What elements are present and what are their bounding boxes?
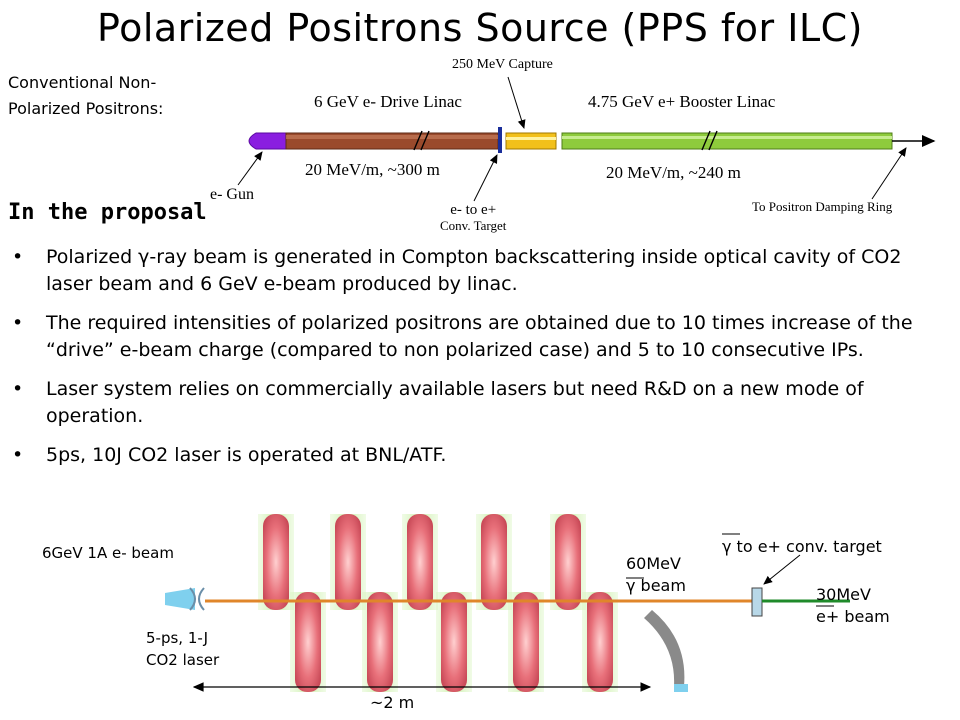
- gun-label: e- Gun: [210, 186, 254, 203]
- damping-ring-label: To Positron Damping Ring: [752, 199, 893, 214]
- bullet-item: • Polarized γ-ray beam is generated in Compton backscattering inside optical cavity of CO2 laser beam and 6 GeV e-beam produced by linac.: [0, 244, 950, 298]
- bullet-item: • Laser system relies on commercially available lasers but need R&D on a new mode of operation.: [0, 376, 950, 430]
- ebeam-label: 6GeV 1A e- beam: [42, 544, 174, 562]
- proposal-heading: In the proposal: [8, 200, 207, 225]
- conversion-target: [752, 588, 762, 616]
- capture-section: [506, 133, 556, 149]
- laser-label-line1: 5-ps, 1-J: [146, 629, 209, 647]
- booster-gradient-label: 20 MeV/m, ~240 m: [606, 163, 741, 182]
- booster-linac-label: 4.75 GeV e+ Booster Linac: [588, 92, 776, 111]
- conventional-label-text: Conventional Non-Polarized Positrons:: [8, 73, 164, 118]
- bullet-item: • 5ps, 10J CO2 laser is operated at BNL/ATF.: [0, 442, 950, 469]
- bullet-list: [0, 244, 950, 481]
- target-label-line2: Conv. Target: [440, 218, 507, 233]
- laser-label: [146, 627, 219, 671]
- drive-gradient-label: 20 MeV/m, ~300 m: [305, 160, 440, 179]
- page-title: Polarized Positrons Source (PPS for ILC): [97, 6, 863, 50]
- laser-input-beam: [165, 588, 195, 610]
- positron-beam-label: [816, 584, 890, 628]
- gamma-energy: 60MeV: [626, 554, 681, 573]
- target-label-cavity: γ to e+ conv. target: [722, 537, 882, 556]
- gun-shape: [249, 133, 286, 149]
- conversion-target-mark: [498, 127, 502, 153]
- positron-energy: 30MeV: [816, 585, 871, 604]
- booster-linac-bar: [562, 133, 892, 149]
- gamma-beam-label: [626, 553, 686, 597]
- target-label-line1: e- to e+: [450, 202, 497, 218]
- drive-linac-label: 6 GeV e- Drive Linac: [314, 92, 462, 111]
- positron-beam: e+ beam: [816, 607, 890, 626]
- target-label: [440, 202, 506, 234]
- capture-label: 250 MeV Capture: [452, 57, 553, 72]
- bending-magnet: [644, 610, 684, 686]
- length-label: ~2 m: [370, 693, 415, 712]
- laser-label-line2: CO2 laser: [146, 651, 220, 669]
- bullet-item: • The required intensities of polarized positrons are obtained due to 10 times increase of the “drive” e-beam charge (compared to non polarized case) and 5 to 10 consecutive IPs.: [0, 310, 950, 364]
- gamma-beam: γ beam: [626, 576, 686, 595]
